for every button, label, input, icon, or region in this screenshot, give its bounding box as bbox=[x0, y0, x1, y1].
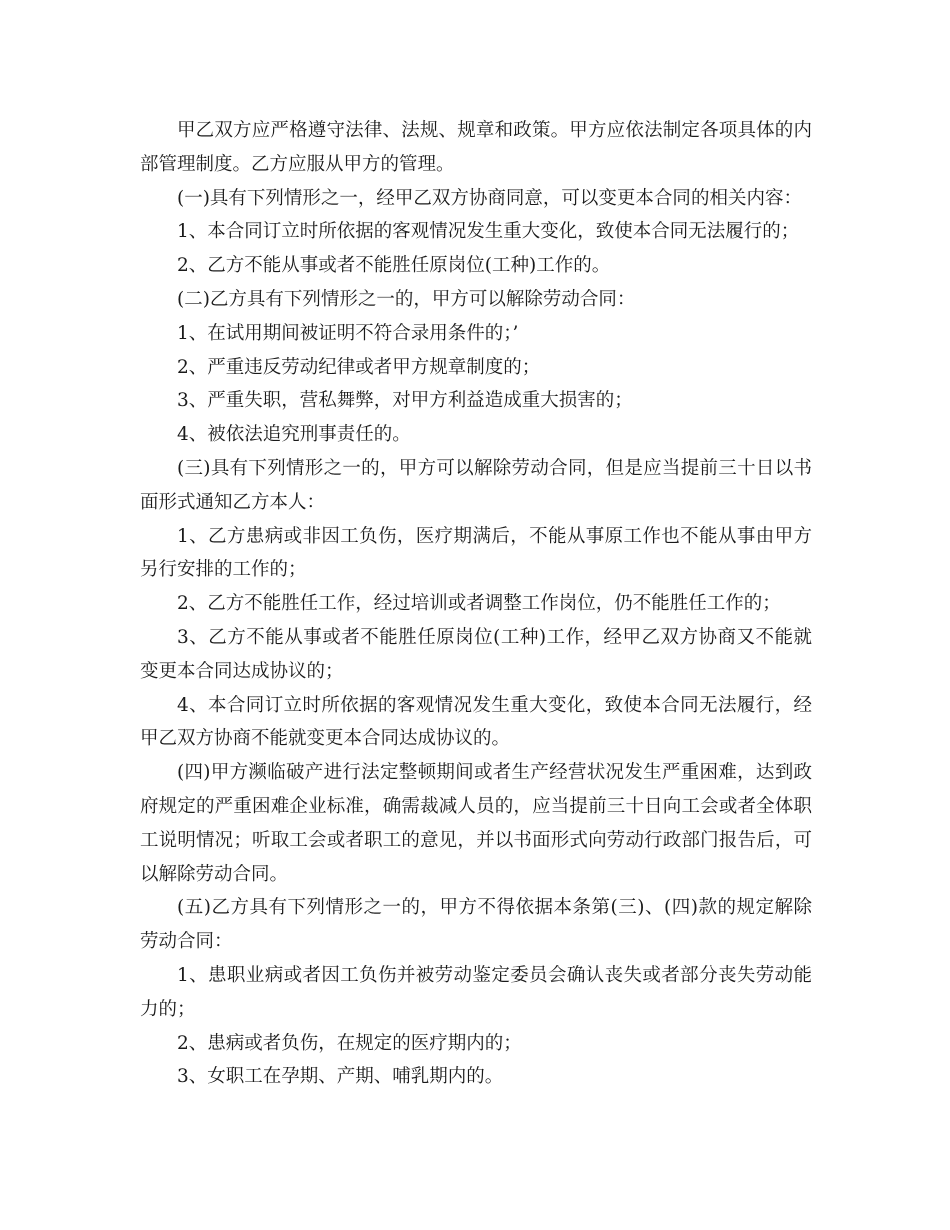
clause-5-item-2: 2、患病或者负伤，在规定的医疗期内的； bbox=[177, 1032, 522, 1054]
clause-1-item-2: 2、乙方不能从事或者不能胜任原岗位(工种)工作的。 bbox=[177, 255, 611, 277]
clause-2-item-3: 3、严重失职，营私舞弊，对甲方利益造成重大损害的； bbox=[177, 390, 633, 412]
clause-3-item-3: 3、乙方不能从事或者不能胜任原岗位(工种)工作，经甲乙双方协商又不能就变更本合同达成协议的； bbox=[140, 626, 812, 682]
clause-1-item-1: 1、本合同订立时所依据的客观情况发生重大变化，致使本合同无法履行的； bbox=[177, 221, 800, 243]
clause-5-heading: (五)乙方具有下列情形之一的，甲方不得依据本条第(三)、(四)款的规定解除劳动合同： bbox=[140, 897, 812, 953]
clause-3-item-2: 2、乙方不能胜任工作，经过培训或者调整工作岗位，仍不能胜任工作的； bbox=[177, 593, 781, 615]
paragraph-intro: 甲乙双方应严格遵守法律、法规、规章和政策。甲方应依法制定各项具体的内部管理制度。乙方应服从甲方的管理。 bbox=[140, 120, 812, 175]
clause-5-item-1: 1、患职业病或者因工负伤并被劳动鉴定委员会确认丧失或者部分丧失劳动能力的； bbox=[140, 964, 812, 1020]
clause-5-item-3: 3、女职工在孕期、产期、哺乳期内的。 bbox=[177, 1066, 504, 1088]
clause-2-heading: (二)乙方具有下列情形之一的，甲方可以解除劳动合同： bbox=[177, 288, 636, 310]
clause-2-item-1: 1、在试用期间被证明不符合录用条件的；’ bbox=[177, 322, 519, 344]
clause-4-paragraph: (四)甲方濒临破产进行法定整顿期间或者生产经营状况发生严重困难，达到政府规定的严重困难企业标准，确需裁减人员的，应当提前三十日向工会或者全体职工说明情况；听取工会或者职工的意见，并以书面形式向劳动行政部门报告后，可以解除劳动合同。 bbox=[140, 762, 812, 885]
clause-3-item-4: 4、本合同订立时所依据的客观情况发生重大变化，致使本合同无法履行，经甲乙双方协商不能就变更本合同达成协议的。 bbox=[140, 694, 812, 750]
clause-3-item-1: 1、乙方患病或非因工负伤，医疗期满后，不能从事原工作也不能从事由甲方另行安排的工作的； bbox=[140, 525, 812, 581]
clause-2-item-4: 4、被依法追究刑事责任的。 bbox=[177, 424, 411, 446]
clause-1-heading: (一)具有下列情形之一，经甲乙双方协商同意，可以变更本合同的相关内容： bbox=[177, 187, 802, 209]
clause-2-item-2: 2、严重违反劳动纪律或者甲方规章制度的； bbox=[177, 356, 541, 378]
clause-3-heading: (三)具有下列情形之一的，甲方可以解除劳动合同，但是应当提前三十日以书面形式通知乙方本人： bbox=[140, 457, 812, 513]
document-body bbox=[140, 114, 812, 1094]
